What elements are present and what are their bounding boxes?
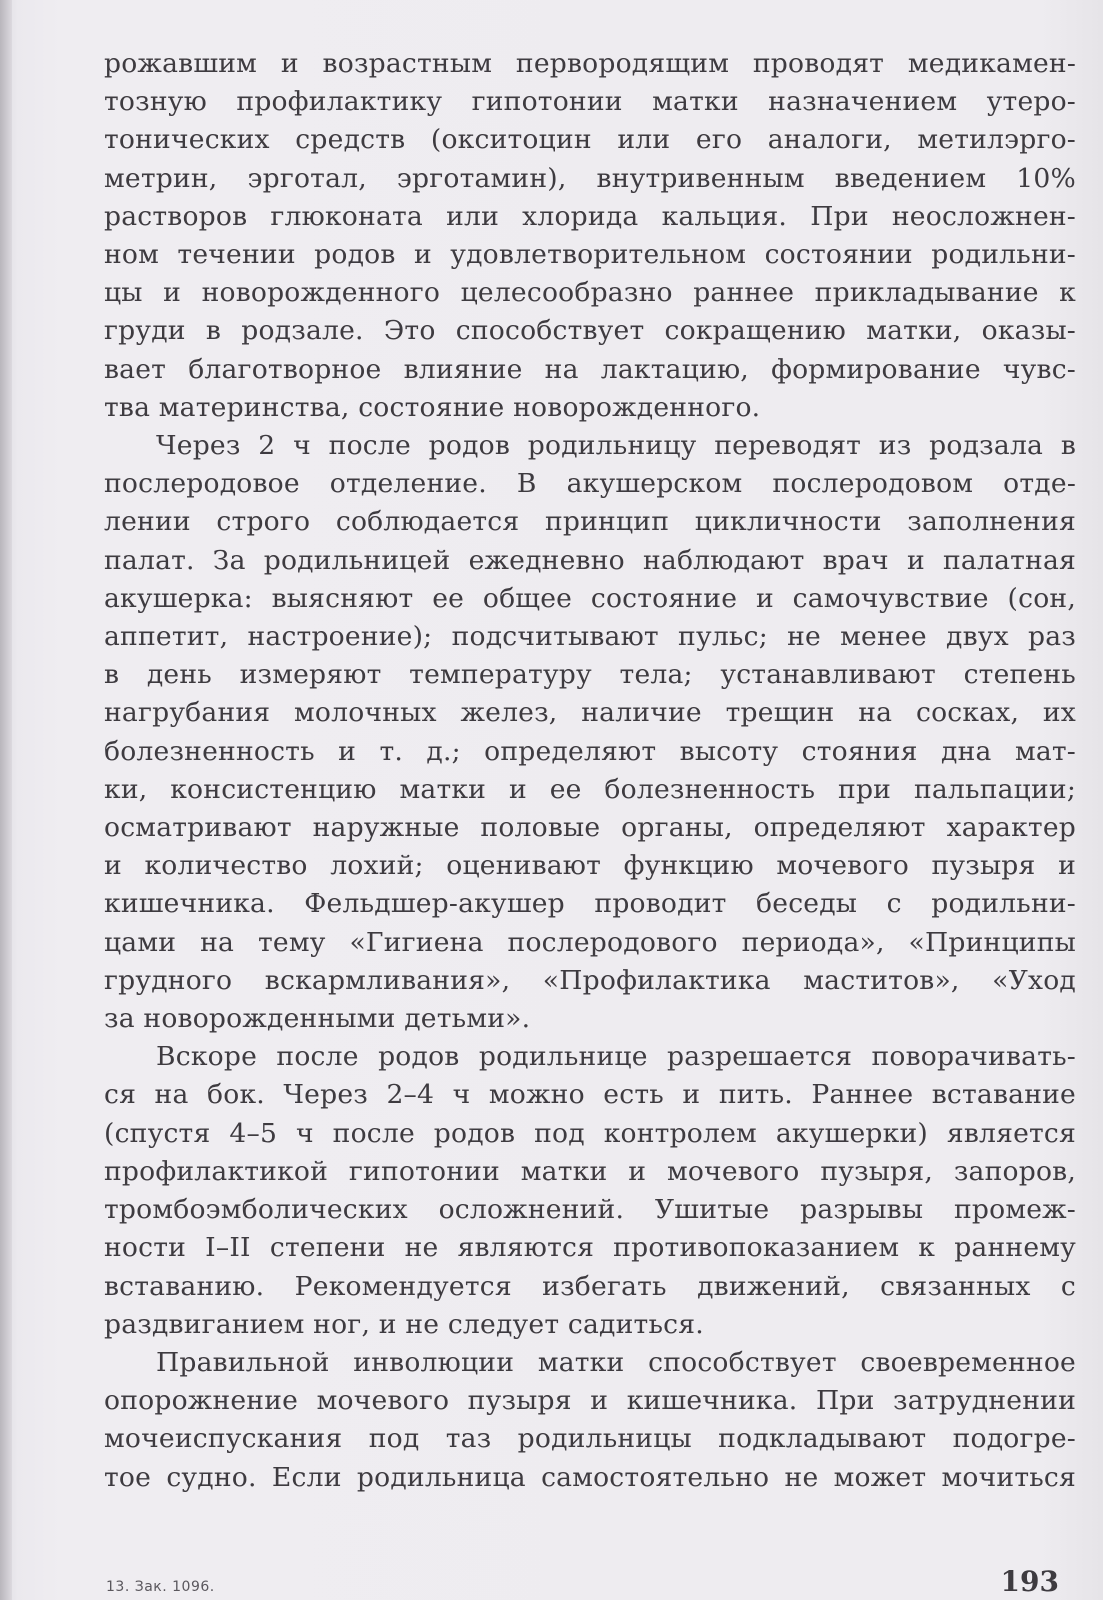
text-line: Правильной инволюции матки способствует своевременное <box>156 1346 1076 1378</box>
text-line: мочеиспускания под таз родильницы подкладывают подогре- <box>104 1423 1076 1455</box>
text-line: рожавшим и возрастным первородящим проводят медикамен- <box>104 48 1076 79</box>
paragraph-1 <box>104 45 1076 427</box>
text-line: палат. За родильницей ежедневно наблюдают врач и палатная <box>104 544 1076 576</box>
text-line: за новорожденными детьми». <box>104 1003 531 1035</box>
text-line: тонических средств (окситоцин или его аналоги, метилэрго- <box>104 124 1076 156</box>
text-line: груди в родзале. Это способствует сокращению матки, оказы- <box>104 315 1076 347</box>
text-line: осматривают наружные половые органы, определяют характер <box>104 812 1076 844</box>
text-line: аппетит, настроение); подсчитывают пульс; не менее двух раз <box>104 621 1076 653</box>
book-spine-shadow <box>0 0 12 1600</box>
text-line: ся на бок. Через 2–4 ч можно есть и пить. Раннее вставание <box>104 1079 1076 1111</box>
text-line: и количество лохий; оценивают функцию мочевого пузыря и <box>104 850 1076 882</box>
text-line: кишечника. Фельдшер-акушер проводит беседы с родильни- <box>104 888 1076 920</box>
text-line: грудного вскармливания», «Профилактика маститов», «Уход <box>104 964 1076 996</box>
text-line: нагрубания молочных желез, наличие трещин на сосках, их <box>104 697 1076 729</box>
text-line: (спустя 4–5 ч после родов под контролем акушерки) является <box>104 1117 1076 1149</box>
paragraph-4 <box>104 1344 1076 1497</box>
text-line: послеродовое отделение. В акушерском послеродовом отде- <box>104 468 1076 500</box>
text-line: раздвиганием ног, и не следует садиться. <box>104 1308 704 1340</box>
text-line: в день измеряют температуру тела; устанавливают степень <box>104 659 1076 691</box>
text-line: опорожнение мочевого пузыря и кишечника. При затруднении <box>104 1385 1076 1417</box>
paragraph-2 <box>104 427 1076 1038</box>
text-line: акушерка: выясняют ее общее состояние и самочувствие (сон, <box>104 582 1076 614</box>
text-line: ности I–II степени не являются противопоказанием к раннему <box>104 1232 1076 1264</box>
text-line: вает благотворное влияние на лактацию, формирование чувс- <box>104 353 1076 385</box>
paragraph-3 <box>104 1038 1076 1344</box>
text-line: цы и новорожденного целесообразно раннее прикладывание к <box>104 277 1076 309</box>
body-text <box>104 45 1076 1497</box>
text-line: ном течении родов и удовлетворительном состоянии родильни- <box>104 239 1076 271</box>
text-line: растворов глюконата или хлорида кальция. При неосложнен- <box>104 200 1076 232</box>
text-line: профилактикой гипотонии матки и мочевого пузыря, запоров, <box>104 1155 1076 1187</box>
text-line: Вскоре после родов родильнице разрешается поворачивать- <box>156 1041 1076 1073</box>
text-line: вставанию. Рекомендуется избегать движений, связанных с <box>104 1270 1076 1302</box>
text-line: тое судно. Если родильница самостоятельно не может мочиться <box>104 1461 1076 1493</box>
text-line: Через 2 ч после родов родильницу переводят из родзала в <box>156 430 1076 462</box>
text-line: болезненность и т. д.; определяют высоту стояния дна мат- <box>104 735 1076 767</box>
text-line: лении строго соблюдается принцип цикличности заполнения <box>104 506 1076 538</box>
text-line: метрин, эрготал, эрготамин), внутривенным введением 10% <box>104 162 1076 194</box>
page-number: 193 <box>1000 1565 1059 1598</box>
print-order-note: 13. Зак. 1096. <box>106 1579 215 1595</box>
text-line: тромбоэмболических осложнений. Ушитые разрывы промеж- <box>104 1194 1076 1226</box>
text-line: тва материнства, состояние новорожденного. <box>104 391 761 423</box>
text-line: цами на тему «Гигиена послеродового периода», «Принципы <box>104 926 1076 958</box>
text-line: тозную профилактику гипотонии матки назначением утеро- <box>104 86 1076 118</box>
text-line: ки, консистенцию матки и ее болезненность при пальпации; <box>104 773 1076 805</box>
